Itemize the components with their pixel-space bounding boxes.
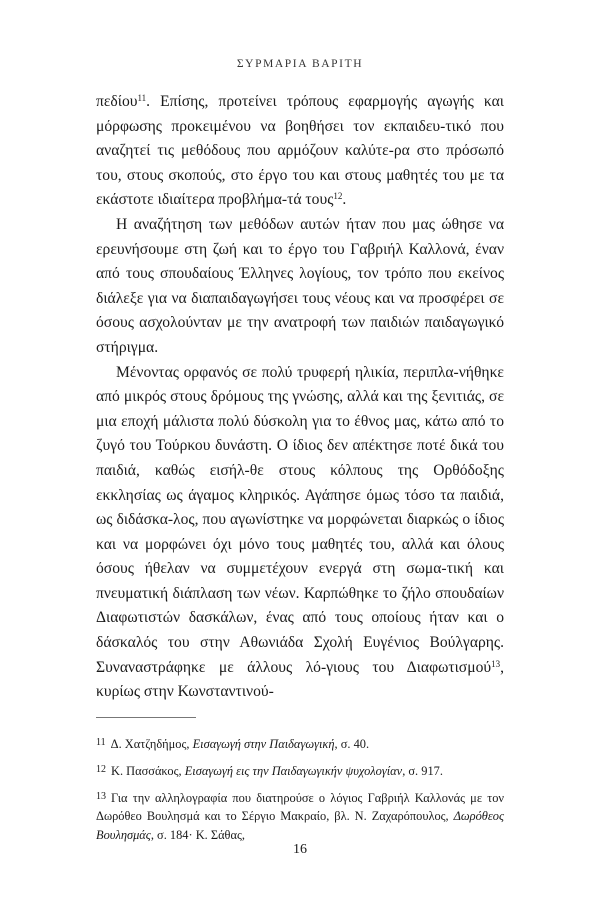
- paragraph-1-text-a: πεδίου: [96, 93, 138, 110]
- paragraph-3: [96, 361, 504, 705]
- paragraph-3-text-b: , κυρίως στην Κωνσταντινού-: [96, 658, 504, 701]
- footnote-ref-13[interactable]: 13: [491, 658, 501, 669]
- footnote-text-end: , σ. 40.: [334, 736, 370, 751]
- footnote-ref-11[interactable]: 11: [137, 93, 147, 103]
- body-text: [96, 90, 504, 705]
- footnotes: [96, 734, 504, 844]
- book-page: [96, 58, 504, 852]
- footnote-text: Για την αλληλογραφία που διατηρούσε ο λόγιος Γαβριήλ Καλλονάς με τον Δωρόθεο Βουλησμά και το Σέργιο Μακραίο, βλ. Ν. Ζαχαρόπουλος,: [96, 791, 504, 824]
- footnote-text-end: , σ. 184· Κ. Σάθας,: [150, 827, 245, 842]
- footnote-number: 11: [96, 736, 106, 748]
- page-number: 16: [293, 842, 307, 857]
- paragraph-1-text-c: .: [342, 191, 347, 209]
- footnote-ref-12[interactable]: 12: [333, 191, 343, 202]
- footnote-number: 12: [96, 764, 106, 776]
- footnote-title: Εισαγωγή εις την Παιδαγωγικήν ψυχολογίαν: [184, 764, 403, 779]
- footnote-title: Εισαγωγή στην Παιδαγωγική: [192, 736, 335, 751]
- running-head: ΣΥΡΜΑΡΙΑ ΒΑΡΙΤΗ: [236, 58, 364, 70]
- paragraph-2: Η αναζήτηση των μεθόδων αυτών ήταν που μας ώθησε να ερευνήσουμε στη ζωή και το έργο του Γαβριήλ Καλλονά, έναν από τους σπουδαίους Έλληνες λογίους, τον τρόπο που εκείνος διάλεξε για να διαπαιδαγωγήσει τους νέους και να προσφέρει σε όσους ασχολούνταν με την ανατροφή των παιδιών παιδαγωγικό στήριγμα.: [96, 215, 504, 356]
- footnote-13: [96, 788, 504, 844]
- footnote-text: Δ. Χατζηδήμος,: [110, 736, 193, 751]
- paragraph-1: [96, 90, 504, 213]
- paragraph-1-text-b: . Επίσης, προτείνει τρόπους εφαρμογής αγωγής και μόρφωσης προκειμένου να βοηθήσει τον εκπαιδευ-τικό που αναζητεί τις μεθόδους που αρμόζουν καλύτε-ρα στο πρόσωπό του, στους σκοπούς, στο έργο του και στους μαθητές του με τα εκάστοτε ιδιαίτερα προβλήμα-τά τους: [96, 93, 504, 209]
- footnote-11: [96, 734, 504, 753]
- paragraph-3-text-a: Μένοντας ορφανός σε πολύ τρυφερή ηλικία, περιπλα-νήθηκε από μικρός στους δρόμους της γνώσης, αλλά και της ξενιτιάς, σε μια εποχή μάλιστα πολύ δύσκολη για το έθνος μας, κάτω από το ζυγό του Τούρκου δυνάστη. Ο ίδιος δεν απέκτησε ποτέ δικά του παιδιά, καθώς εισήλ-θε στους κόλπους της Ορθόδοξης εκκλησίας ως άγαμος κληρικός. Αγάπησε όμως τόσο τα παιδιά, ως διδάσκα-λος, που αγωνίστηκε να μορφώνεται διαρκώς ο ίδιος και να μορφώνει όχι μόνο τους μαθητές του, αλλά και όλους όσους ήθελαν να συμμετέχουν ενεργά στη σωμα-τική και πνευματική διάπλαση των νέων. Καρπώθηκε το ζήλο σπουδαίων Διαφωτιστών δασκάλων, ένας από τους οποίους ήταν και ο δάσκαλός του στην Αθωνιάδα Σχολή Ευγένιος Βούλγαρης. Συναναστράφηκε με άλλους λό-γιους του Διαφωτισμού: [96, 363, 504, 676]
- footnote-12: [96, 761, 504, 780]
- footnote-number: 13: [96, 791, 106, 803]
- footnote-title: Δωρόθεος Βουλησμάς: [96, 809, 504, 842]
- footnote-text-end: , σ. 917.: [402, 764, 443, 779]
- footnote-text: Κ. Πασσάκος,: [111, 764, 185, 779]
- footnote-divider: [96, 717, 196, 718]
